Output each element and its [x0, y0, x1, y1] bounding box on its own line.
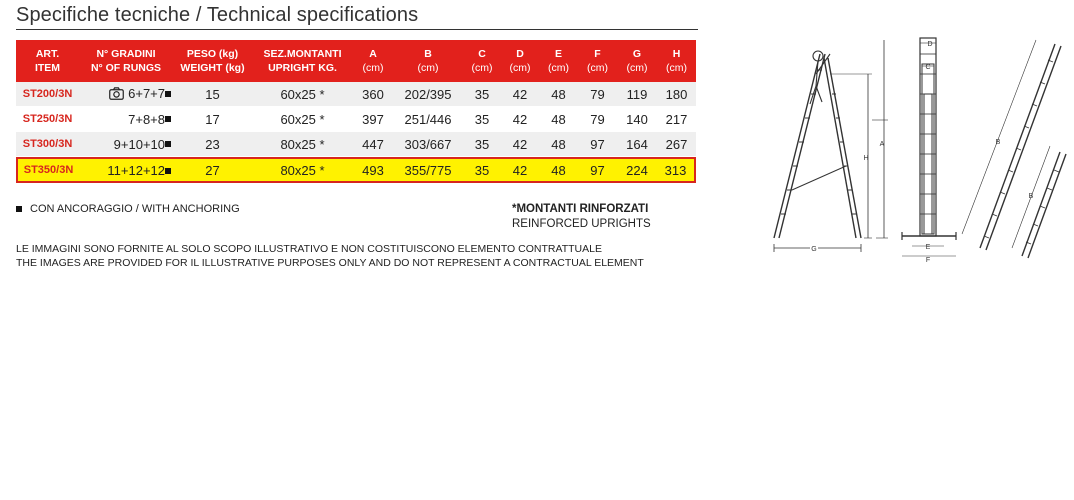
- cell-g: 164: [617, 132, 657, 157]
- cell-upright: 60x25 *: [252, 107, 353, 132]
- anchoring-legend: [16, 203, 240, 215]
- header-h: H (cm): [657, 40, 696, 82]
- weight-value: 23: [205, 136, 220, 152]
- dim-label-h: H: [863, 155, 869, 162]
- header-rungs: N° GRADINI N° OF RUNGS: [79, 40, 173, 82]
- header-f: F (cm): [578, 40, 617, 82]
- cell-h: 267: [657, 132, 696, 157]
- weight-value: 15: [205, 86, 220, 102]
- dim-label-c: C: [925, 64, 931, 71]
- cell-f: 97: [578, 132, 617, 157]
- front-view-drawing: [902, 38, 956, 264]
- header-upright: SEZ.MONTANTI UPRIGHT KG.: [252, 40, 353, 82]
- square-bullet-icon: [165, 91, 171, 97]
- title-divider: [16, 29, 698, 30]
- cell-c: 35: [463, 132, 501, 157]
- extended-ladder-drawing: [962, 40, 1061, 250]
- rungs-value: 6+7+7: [128, 85, 165, 101]
- cell-e: 48: [539, 82, 578, 107]
- square-bullet-icon: [165, 168, 171, 174]
- cell-rungs: 7+8+8: [79, 107, 173, 132]
- header-weight: PESO (kg) WEIGHT (kg): [173, 40, 252, 82]
- cell-upright: 80x25 *: [252, 157, 353, 183]
- cell-a: 397: [353, 107, 393, 132]
- cell-g: 119: [617, 82, 657, 107]
- cell-b: 303/667: [393, 132, 463, 157]
- stepladder-drawing: [774, 40, 888, 253]
- cell-b: 355/775: [393, 157, 463, 183]
- ladder-dimension-diagram: [760, 34, 1070, 266]
- cell-a: 360: [353, 82, 393, 107]
- dim-label-a: A: [879, 141, 885, 148]
- square-bullet-icon: [165, 116, 171, 122]
- cell-f: 97: [578, 157, 617, 183]
- cell-b: 202/395: [393, 82, 463, 107]
- cell-h: 180: [657, 82, 696, 107]
- cell-rungs: 11+12+12: [79, 157, 173, 183]
- cell-c: 35: [463, 157, 501, 183]
- page-title: Specifiche tecniche / Technical specifications: [16, 4, 419, 26]
- cell-c: 35: [463, 82, 501, 107]
- table-header-row: [16, 40, 696, 82]
- cell-f: 79: [578, 107, 617, 132]
- cell-a: 447: [353, 132, 393, 157]
- header-d: D (cm): [501, 40, 539, 82]
- cell-c: 35: [463, 107, 501, 132]
- closed-ladder-drawing: [1012, 146, 1066, 258]
- anchoring-legend-text: CON ANCORAGGIO / WITH ANCHORING: [30, 203, 240, 215]
- cell-item: ST250/3N: [16, 107, 79, 132]
- header-e: E (cm): [539, 40, 578, 82]
- header-c: C (cm): [463, 40, 501, 82]
- cell-d: 42: [501, 107, 539, 132]
- header-b: B (cm): [393, 40, 463, 82]
- cell-weight: [173, 107, 252, 132]
- cell-item: ST350/3N: [16, 157, 79, 183]
- table-row: [16, 132, 696, 157]
- square-bullet-icon: [16, 206, 22, 212]
- cell-rungs: [79, 82, 173, 107]
- cell-e: 48: [539, 132, 578, 157]
- dim-label-b-closed: B: [1028, 193, 1034, 200]
- cell-weight: [173, 82, 252, 107]
- header-item: ART. ITEM: [16, 40, 79, 82]
- cell-g: 140: [617, 107, 657, 132]
- spec-table: [16, 40, 696, 183]
- header-a: A (cm): [353, 40, 393, 82]
- weight-value: 27: [205, 162, 220, 178]
- disclaimer-en: THE IMAGES ARE PROVIDED FOR IL ILLUSTRATIVE PURPOSES ONLY AND DO NOT REPRESENT A CONTRACTUAL ELEMENT: [16, 257, 644, 269]
- cell-upright: 80x25 *: [252, 132, 353, 157]
- disclaimer: [16, 242, 644, 270]
- dim-label-f: F: [925, 257, 931, 264]
- camera-icon: [109, 87, 124, 100]
- cell-rungs: 9+10+10: [79, 132, 173, 157]
- cell-f: 79: [578, 82, 617, 107]
- table-row: [16, 107, 696, 132]
- dim-label-d: D: [927, 41, 933, 48]
- cell-upright: 60x25 *: [252, 82, 353, 107]
- cell-a: 493: [353, 157, 393, 183]
- cell-d: 42: [501, 82, 539, 107]
- reinforced-legend: [512, 202, 651, 232]
- cell-b: 251/446: [393, 107, 463, 132]
- weight-value: 17: [205, 111, 220, 127]
- cell-g: 224: [617, 157, 657, 183]
- dim-label-b: B: [995, 139, 1001, 146]
- reinforced-legend-it: *MONTANTI RINFORZATI: [512, 203, 649, 215]
- cell-weight: [173, 132, 252, 157]
- disclaimer-it: LE IMMAGINI SONO FORNITE AL SOLO SCOPO ILLUSTRATIVO E NON COSTITUISCONO ELEMENTO CONTRATTUALE: [16, 243, 602, 255]
- cell-e: 48: [539, 107, 578, 132]
- table-row: [16, 82, 696, 107]
- cell-h: 217: [657, 107, 696, 132]
- cell-d: 42: [501, 132, 539, 157]
- header-g: G (cm): [617, 40, 657, 82]
- square-bullet-icon: [165, 141, 171, 147]
- reinforced-legend-en: REINFORCED UPRIGHTS: [512, 218, 651, 230]
- cell-d: 42: [501, 157, 539, 183]
- cell-item: ST300/3N: [16, 132, 79, 157]
- table-row-highlighted: [16, 157, 696, 183]
- cell-e: 48: [539, 157, 578, 183]
- cell-weight: [173, 157, 252, 183]
- dim-label-e: E: [925, 244, 931, 251]
- dim-label-g: G: [811, 246, 817, 253]
- cell-item: ST200/3N: [16, 82, 79, 107]
- cell-h: 313: [657, 157, 696, 183]
